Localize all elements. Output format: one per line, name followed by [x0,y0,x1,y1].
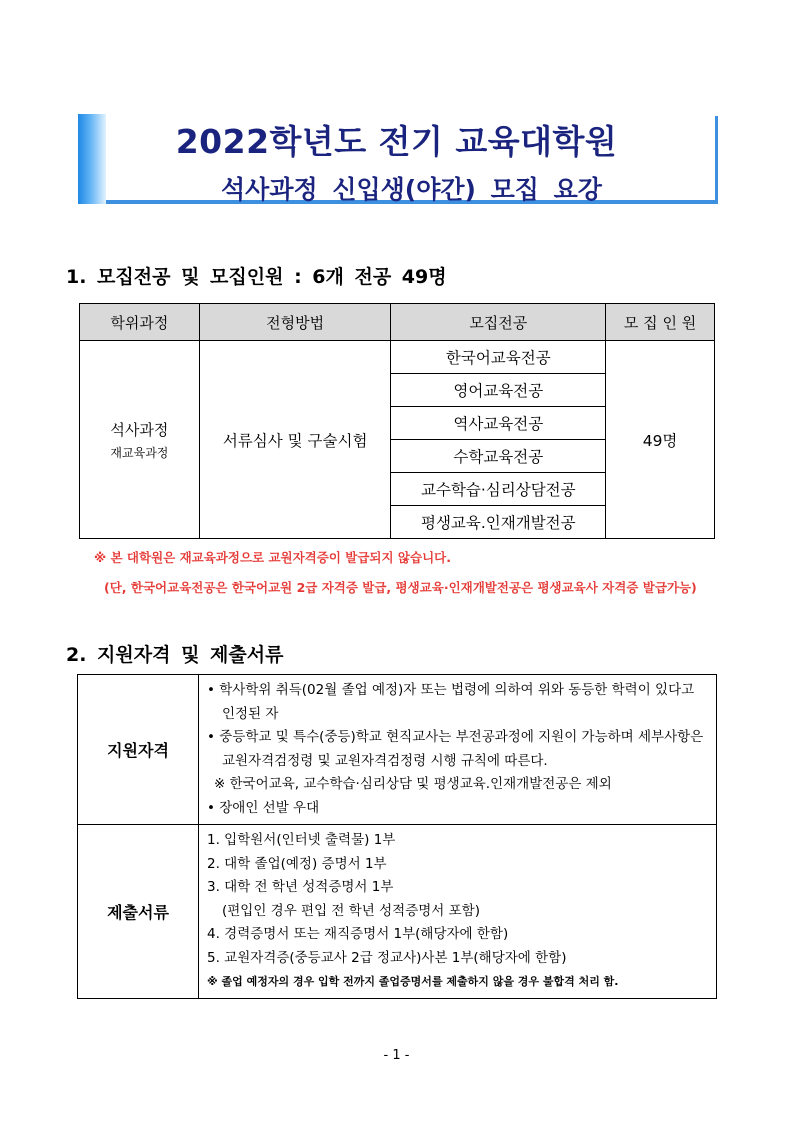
document-line: 2. 대학 졸업(예정) 증명서 1부 [207,855,387,872]
qualification-header: 지원자격 [78,675,199,825]
document-line: (편입인 경우 편입 전 학년 성적증명서 포함) [222,902,480,919]
certificate-exception-note: (단, 한국어교육전공은 한국어교원 2급 자격증 발급, 평생교육·인재개발전공은 평생교육사 자격증 발급가능) [104,580,697,595]
qualification-line: ※ 한국어교육, 교수학습·심리상담 및 평생교육.인재개발전공은 제외 [214,776,612,792]
document-line: 1. 입학원서(인터넷 출력물) 1부 [207,832,396,848]
qualification-row [78,675,717,825]
major-cell: 평생교육.인재개발전공 [391,506,606,539]
major-cell: 교수학습·심리상담전공 [391,473,606,506]
table-header-row [80,304,715,341]
documents-header: 제출서류 [78,825,199,999]
qualification-table [77,674,717,999]
degree-label: 석사과정 [110,420,169,439]
qualification-line: • 학사학위 취득(02월 졸업 예정)자 또는 법령에 의하여 위와 동등한 학력이 있다고 [207,682,695,698]
table-row [80,341,715,374]
header-degree: 학위과정 [80,304,200,341]
page-title: 2022학년도 전기 교육대학원 [175,122,618,161]
degree-cell [80,341,200,539]
graduation-warning: ※ 졸업 예정자의 경우 입학 전까지 졸업증명서를 제출하지 않을 경우 불합격 처리 함. [207,975,619,988]
method-cell: 서류심사 및 구술시험 [199,341,391,539]
certificate-note: ※ 본 대학원은 재교육과정으로 교원자격증이 발급되지 않습니다. [94,550,451,565]
document-line: 3. 대학 전 학년 성적증명서 1부 [207,879,394,895]
major-cell: 수학교육전공 [391,440,606,473]
documents-content [199,825,717,999]
documents-row [78,825,717,999]
qualification-line: 교원자격검정령 및 교원자격검정령 시행 규칙에 따른다. [222,752,548,769]
major-cell: 영어교육전공 [391,374,606,407]
qualification-line: • 장애인 선발 우대 [207,799,320,816]
header-method: 전형방법 [199,304,391,341]
document-line: 4. 경력증명서 또는 재직증명서 1부(해당자에 한함) [207,926,509,942]
recruitment-table [79,303,715,539]
document-line: 5. 교원자격증(중등교사 2급 정교사)사본 1부(해당자에 한함) [207,949,567,966]
header-major: 모집전공 [391,304,606,341]
qualification-line: 인정된 자 [222,705,279,722]
qualification-content [199,675,717,825]
page-subtitle: 석사과정 신입생(야간) 모집 요강 [221,175,602,204]
degree-sub-label: 재교육과정 [110,445,169,460]
header-count: 모 집 인 원 [606,304,715,341]
major-cell: 한국어교육전공 [391,341,606,374]
count-cell: 49명 [606,341,715,539]
section2-heading: 2. 지원자격 및 제출서류 [66,644,284,666]
qualification-line: • 중등학교 및 특수(중등)학교 현직교사는 부전공과정에 지원이 가능하며 세부사항은 [207,729,704,745]
page-number: - 1 - [383,1048,410,1063]
section1-heading: 1. 모집전공 및 모집인원 : 6개 전공 49명 [66,266,447,288]
major-cell: 역사교육전공 [391,407,606,440]
